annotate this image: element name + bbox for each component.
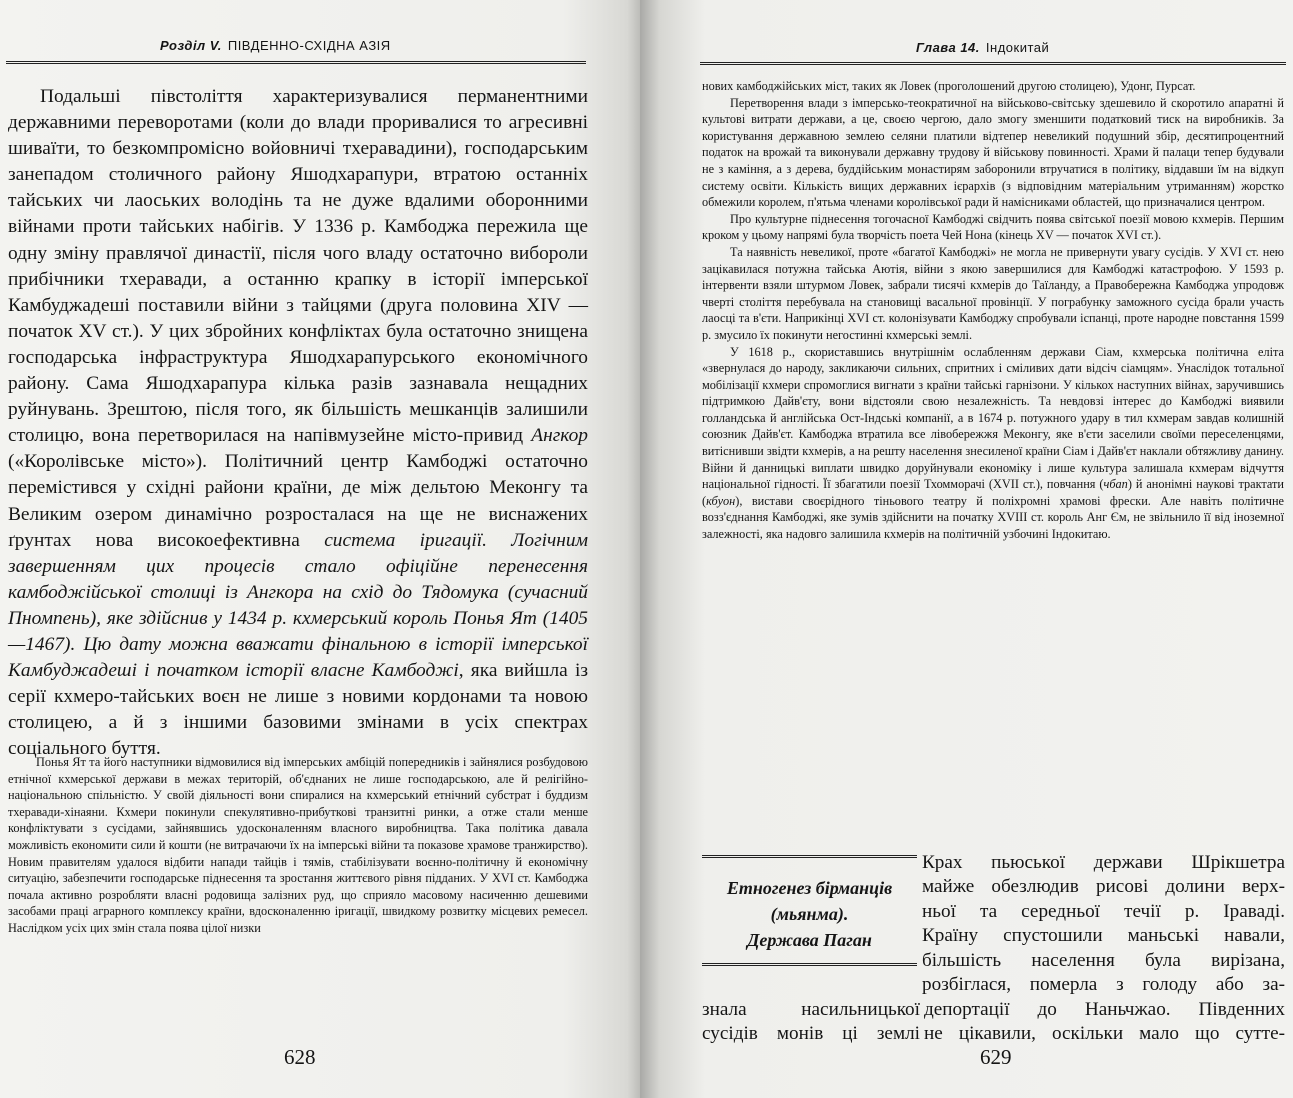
left-main-text xyxy=(8,84,588,762)
runin-text: Крах пьюської держави Шрікшетра майже обезлюдив рисові долини верх- ньої та середньої течії р. Іраваді. Країну спустошили маньські навали, більшість населення була вирізана, розбіглася, померла з голоду або за- xyxy=(922,852,1285,996)
right-header-chapter: Глава 14. xyxy=(916,40,980,55)
right-header-title: Індокитай xyxy=(985,40,1050,55)
italic-passage: система іригації. Логічним завершенням цих процесів стало офіційне перенесення камбоджійської столиці із Ангкора на схід до Тядомука (сучасний Пномпень), яке здійснив у 1434 р. кхмерський король Понья Ят (1405—1467). Цю дату можна вважати фінальною в історії імперської Камбуджадеші і початком історії власне Камбоджі xyxy=(8,529,588,682)
section-sidebar xyxy=(702,855,932,1015)
left-page xyxy=(0,0,640,1098)
runin-last-left: знала насильницької xyxy=(702,999,920,1020)
section-title: Етногенез бірманців (мьянма). Держава Паган xyxy=(726,878,893,950)
left-running-header xyxy=(160,38,391,53)
left-header-rule xyxy=(6,61,586,64)
right-header-rule xyxy=(700,62,1286,65)
right-paragraph-3: Про культурне піднесення тогочасної Камбоджі свідчить поява світської поезії мовою кхмерів. Першим кроком у цьому напрямі була творчість поета Чей Нона (кінець XV — початок XVI ст.). xyxy=(702,211,1284,243)
left-header-chapter: Розділ V. xyxy=(160,38,222,53)
right-paragraph-2: Перетворення влади з імперсько-теократичної на військово-світську здешевило й скоротило апаратні й культові витрати держави, а це, своєю чергою, дало змогу зменшити податковий тиск на виробників. За користування державною землею селяни платили відтепер невеликий подушний збір, десятипроцентний податок на врожай та виконували державну трудову й військову повинності. Храми й палаци тепер будували не з каміння, а з дерева, буддійським монастирям заборонили втручатися в політику, віддавши їм на відкуп систему освіти. Кількість вищих державних ієрархів (з відповідним матеріальним утриманням) жорстко обмежили королем, п'ятьма членами королівської ради й намісниками областей, що призначалися центром. xyxy=(702,95,1284,210)
right-page xyxy=(640,0,1293,1098)
right-small-text xyxy=(702,78,1284,543)
kbuon-term: кбуон xyxy=(706,493,736,508)
sidebar-top-rule xyxy=(702,855,917,858)
runin-final-left: сусідів монів ці землі xyxy=(702,1023,920,1044)
right-paragraph-4: Та наявність невеликої, проте «багатої Камбоджі» не могла не привернути увагу сусідів. У XVI ст. нею зацікавилася потужна тайська Аютія, війни з якою завершилися для Камбоджі катастрофою. У 1593 р. інтервенти взяли штурмом Ловек, забрали тисячі кхмерів до Таїланду, а Правобережна Камбоджа упродовж чверті століття перебувала на становищі васальної провінції. У пограбунку заможного сусіда брали участь лаосці та в'єти. Наприкінці XVI ст. колонізувати Камбоджу спробували іспанці, проте народне повстання 1599 р. змусило їх покинути негостинні кхмерські землі. xyxy=(702,244,1284,342)
right-page-number: 629 xyxy=(980,1045,1012,1069)
runin-last-right: депортації до Наньчжао. Південних xyxy=(924,999,1285,1020)
sidebar-bottom-rule xyxy=(702,963,917,966)
runin-final-right: не цікавили, оскільки мало що сутте- xyxy=(924,1023,1285,1044)
left-page-number: 628 xyxy=(284,1045,316,1069)
ankor-term: Ангкор xyxy=(531,425,588,447)
left-paragraph-1: Подальші півстоліття характеризувалися перманентними державними переворотами (коли до влади проривалися то агресивні шиваїти, то безкомпромісно войовничі тхеравадини), господарським занепадом столичного району Яшодхарапури, втратою останніх тайських чи лаоських володінь та не дуже вдалими оборонними війнами проти тайських набігів. У 1336 р. Камбоджа пережила ще одну зміну правлячої династії, після чого владу остаточно вибороли прибічники тхеравади, а останню крапку в історії імперської Камбуджадеші поставили війни з тайцями (друга половина XIV — початок XV ст.). У цих збройних конфліктах була остаточно знищена господарська інфраструктура Яшодхарапурського економічного району. Сама Яшодхарапура кілька разів зазнавала нещадних руйнувань. Зрештою, після того, як більшість мешканців залишили столицю, вона перетворилася на напівмузейне місто-привид Ангкор («Королівське місто»). Політичний центр Камбоджі остаточно перемістився у східні райони країни, де між дельтою Меконгу та Великим озером динамічно розросталася на ще не виснажених ґрунтах нова високоефективна система іригації. Логічним завершенням цих процесів стало офіційне перенесення камбоджійської столиці із Ангкора на схід до Тядомука (сучасний Пномпень), яке здійснив у 1434 р. кхмерський король Понья Ят (1405—1467). Цю дату можна вважати фінальною в історії імперської Камбуджадеші і початком історії власне Камбоджі, яка вийшла із серії кхмеро-тайських воєн не лише з новими кордонами та новою столицею, а й з іншими базовими змінами в усіх спектрах соціального буття. xyxy=(8,86,588,760)
left-paragraph-2: Понья Ят та його наступники відмовилися від імперських амбіцій попередників і зайнялися розбудовою етнічної кхмерської держави в межах територій, об'єднаних не лише господарською, але й релігійно-національною спільністю. У своїй діяльності вони спиралися на кхмерський етнічний субстрат і буддизм тхеравади-хінаяни. Кхмери покинули спекулятивно-прибуткові транзитні ринки, а отже стали менше конфліктувати з сусідами, зайнявшись удосконаленням власного виробництва. Така політика давала можливість економити сили й кошти (не витрачаючи їх на імперські війни та показове храмове транжирство). Новим правителям удалося відбити напади тайців і тямів, стабілізувати воєнно-політичну й економічну ситуацію, забезпечити господарське піднесення та зростання життєвого рівня підданих. У XVI ст. Камбоджа почала активно розробляти власні родовища залізних руд, що сприяло масовому насиченню дешевими засобами праці аграрного комплексу країни, вдосконаленню іригації, швидкому розвитку місцевих ремесел. Наслідком усіх цих змін стала поява цілої низки xyxy=(8,755,588,935)
right-paragraph-5: У 1618 р., скориставшись внутрішнім ослабленням держави Сіам, кхмерська політична еліта «звернулася до народу, закликаючи сильних, спритних і сміливих дати відсіч сіамцям». Унаслідок тотальної мобілізації кхмери спромоглися вигнати з країни тайські гарнізони. У кількох наступних війнах, заручившись підтримкою Дайв'єту, вони відстояли свою незалежність. Та невдовзі інтерес до Камбоджі виявили голландська й англійська Ост-Індські компанії, а в 1674 р. потужного удару в тил кхмерам завдав колишній союзник Дайв'єт. Камбоджа втратила все лівобережжя Меконгу, яке в'єти заселили своїми переселенцями, витіснивши звідти кхмерів, а на решту населення знесиленої країни Сіам і Дайв'єт наклали обтяжливу данину. Війни й данницькі виплати швидко доруйнували економіку і лише культура залишала кхмерам відчуття національної гідності. Її збагатили поезії Тхоммoрачі (XVII ст.), повчання (чбап) й анонімні наукові трактати (кбуон), вистави своєрідного тіньового театру й поліхромні храмові фрески. Але навіть політичне возз'єднання Камбоджі, яке зумів здійснити на початку XVIII ст. король Анг Єм, не звільнило її від іноземної залежності, яка надовго залишила кхмерів на політичній узбочині Індокитаю. xyxy=(702,344,1285,542)
right-running-header xyxy=(916,40,1049,55)
left-small-text xyxy=(8,754,588,937)
chbap-term: чбап xyxy=(1103,477,1128,492)
right-paragraph-1: нових камбоджійських міст, таких як Ловек (проголошений другою столицею), Удонг, Пурсат. xyxy=(702,79,1196,93)
left-header-title: ПІВДЕННО-СХІДНА АЗІЯ xyxy=(227,38,391,53)
